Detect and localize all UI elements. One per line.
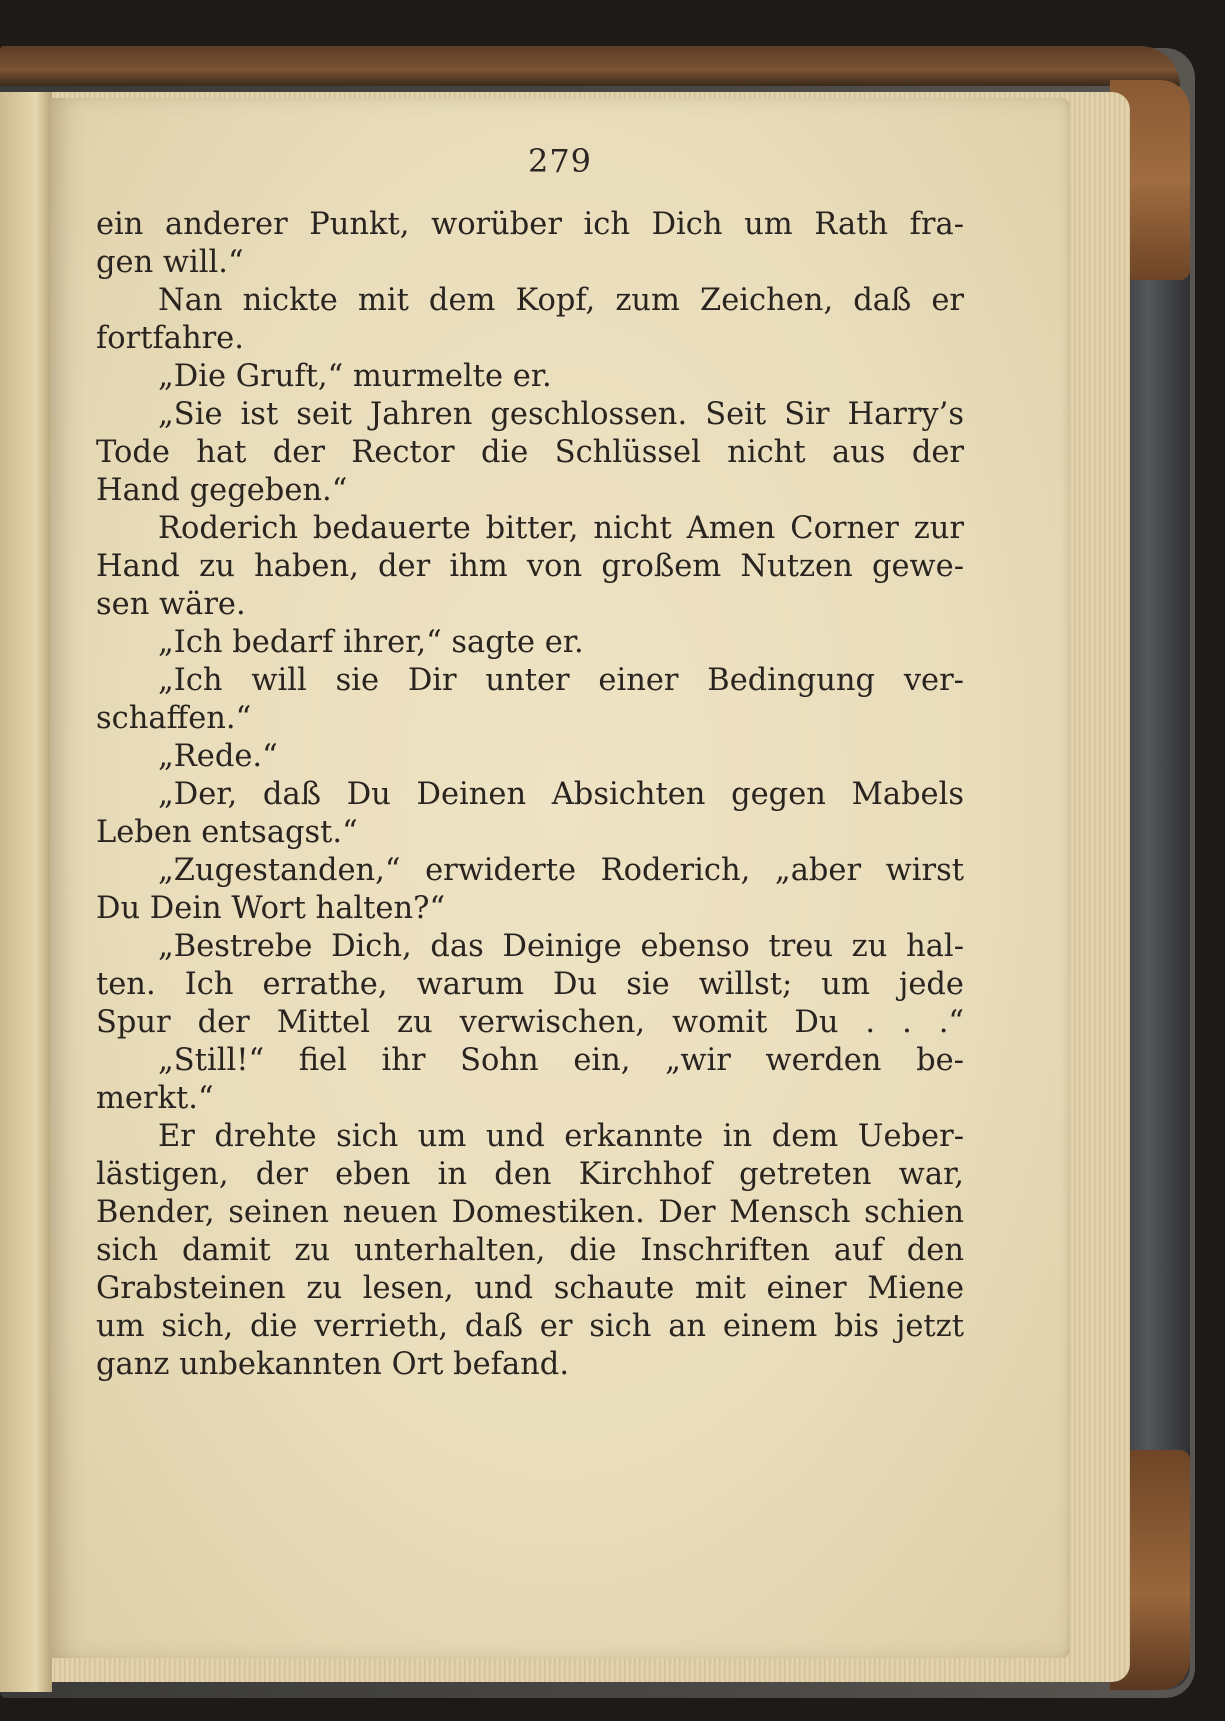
- book-page: [50, 98, 1070, 1658]
- text-line: lästigen, der eben in den Kirchhof getreten war,: [96, 1157, 964, 1192]
- text-line: „Rede.“: [158, 739, 278, 774]
- text-line: ten. Ich errathe, warum Du sie willst; um jede: [96, 967, 964, 1002]
- text-line: fortfahre.: [96, 321, 244, 356]
- text-line: Er drehte sich um und erkannte in dem Ueber-: [158, 1119, 964, 1154]
- text-line: „Ich will sie Dir unter einer Bedingung ver-: [158, 663, 964, 698]
- text-line: Hand zu haben, der ihm von großem Nutzen gewe-: [96, 549, 964, 584]
- text-line: „Still!“ fiel ihr Sohn ein, „wir werden be-: [158, 1043, 964, 1078]
- text-line: „Die Gruft,“ murmelte er.: [158, 359, 552, 394]
- left-facing-page: [0, 92, 52, 1692]
- text-line: „Ich bedarf ihrer,“ sagte er.: [158, 625, 584, 660]
- page-number: 279: [527, 142, 593, 180]
- text-line: sen wäre.: [96, 587, 246, 622]
- text-line: Bender, seinen neuen Domestiken. Der Mensch schien: [96, 1195, 964, 1230]
- text-line: Roderich bedauerte bitter, nicht Amen Corner zur: [158, 511, 964, 546]
- text-line: schaffen.“: [96, 701, 252, 736]
- text-line: Grabsteinen zu lesen, und schaute mit einer Miene: [96, 1271, 964, 1306]
- text-line: ganz unbekannten Ort befand.: [96, 1347, 570, 1382]
- text-line: Spur der Mittel zu verwischen, womit Du . . .“: [96, 1005, 964, 1040]
- text-line: ein anderer Punkt, worüber ich Dich um Rath fra-: [96, 207, 964, 242]
- text-line: „Bestrebe Dich, das Deinige ebenso treu zu hal-: [158, 929, 964, 964]
- text-line: „Sie ist seit Jahren geschlossen. Seit Sir Harry’s: [158, 397, 964, 432]
- text-line: „Zugestanden,“ erwiderte Roderich, „aber wirst: [158, 853, 964, 888]
- text-line: Leben entsagst.“: [96, 815, 358, 850]
- text-line: Nan nickte mit dem Kopf, zum Zeichen, daß er: [158, 283, 964, 318]
- text-line: um sich, die verrieth, daß er sich an einem bis jetzt: [96, 1309, 964, 1344]
- text-line: „Der, daß Du Deinen Absichten gegen Mabels: [158, 777, 964, 812]
- text-line: Hand gegeben.“: [96, 473, 348, 508]
- text-line: gen will.“: [96, 245, 244, 280]
- text-line: merkt.“: [96, 1081, 214, 1116]
- text-line: sich damit zu unterhalten, die Inschriften auf den: [96, 1233, 964, 1268]
- text-line: Du Dein Wort halten?“: [96, 891, 446, 926]
- text-line: Tode hat der Rector die Schlüssel nicht aus der: [96, 435, 964, 470]
- cover-top-edge: [0, 46, 1180, 86]
- page-text: [96, 206, 964, 1384]
